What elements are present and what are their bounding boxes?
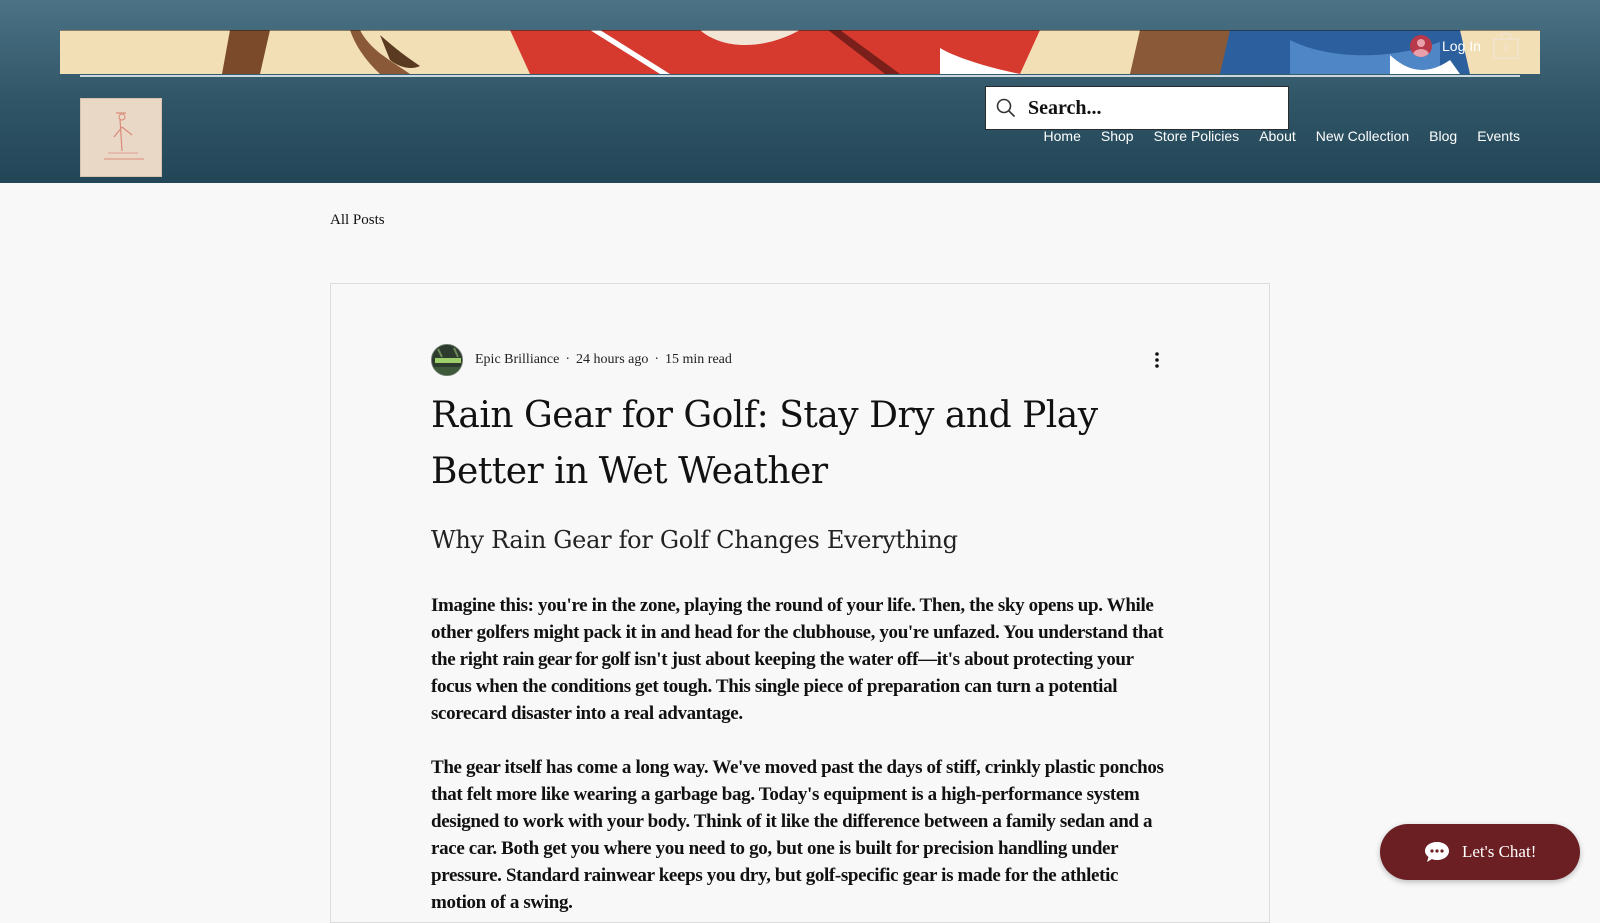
cart-count: 0 — [1503, 40, 1509, 54]
search-icon — [996, 98, 1016, 118]
author-avatar[interactable] — [431, 344, 463, 376]
nav-item-store-policies[interactable]: Store Policies — [1153, 128, 1240, 144]
nav-item-blog[interactable]: Blog — [1429, 128, 1458, 144]
chat-bubble-icon — [1424, 840, 1450, 864]
nav-item-events[interactable]: Events — [1477, 128, 1520, 144]
main-navigation — [1034, 128, 1520, 144]
nav-item-about[interactable]: About — [1259, 128, 1296, 144]
meta-separator: · — [565, 352, 571, 367]
post-subtitle: Why Rain Gear for Golf Changes Everything — [431, 526, 958, 554]
site-logo[interactable] — [80, 98, 162, 177]
search-input[interactable] — [1026, 96, 1270, 121]
paragraph-text: isn't just about keeping the water off—it's about protecting your focus when the conditions get tough. This single piece of preparation can turn a potential scorecard disaster into a real advantage. — [431, 649, 1134, 724]
chat-label: Let's Chat! — [1462, 842, 1537, 861]
paragraph-text: Imagine this: you're in the zone, playing the round of your life. Then, the sky opens up. While other golfers might pack it in and head for the clubhouse, you're unfazed. You understand that the right — [431, 595, 1164, 670]
nav-item-shop[interactable]: Shop — [1100, 128, 1134, 144]
all-posts-link[interactable]: All Posts — [330, 212, 385, 228]
login-button[interactable] — [1410, 33, 1481, 59]
more-vertical-icon[interactable] — [1149, 351, 1165, 369]
meta-separator: · — [654, 352, 660, 367]
cart-button[interactable] — [1493, 31, 1519, 59]
login-label: Log In — [1442, 38, 1481, 54]
keyword-highlight: rain gear for golf — [502, 649, 630, 670]
blog-post-card — [330, 283, 1270, 923]
nav-item-new-collection[interactable]: New Collection — [1315, 128, 1410, 144]
user-avatar-icon — [1410, 35, 1432, 57]
read-time: 15 min read — [665, 352, 732, 367]
chat-button[interactable] — [1380, 824, 1580, 880]
post-paragraph: The gear itself has come a long way. We've moved past the days of stiff, crinkly plastic ponchos that felt more like wearing a garbage bag. Today's equipment is a high-performance system designed to work with your body. Think of it like the difference between a family sedan and a race car. Both get you where you need to go, but one is built for precision handling under pressure. Standard rainwear keeps you dry, but golf-specific gear is made for the athletic motion of a swing. — [431, 757, 1164, 913]
search-bar[interactable] — [985, 86, 1289, 130]
post-time: 24 hours ago — [576, 352, 649, 367]
nav-item-home[interactable]: Home — [1043, 128, 1081, 144]
post-title: Rain Gear for Golf: Stay Dry and Play Better in Wet Weather — [431, 395, 1098, 492]
author-name[interactable]: Epic Brilliance — [475, 352, 560, 367]
post-paragraph — [431, 592, 1176, 727]
header-divider — [80, 75, 1520, 77]
post-meta — [431, 344, 732, 376]
header-banner-image — [60, 30, 1540, 74]
site-header — [0, 0, 1600, 183]
